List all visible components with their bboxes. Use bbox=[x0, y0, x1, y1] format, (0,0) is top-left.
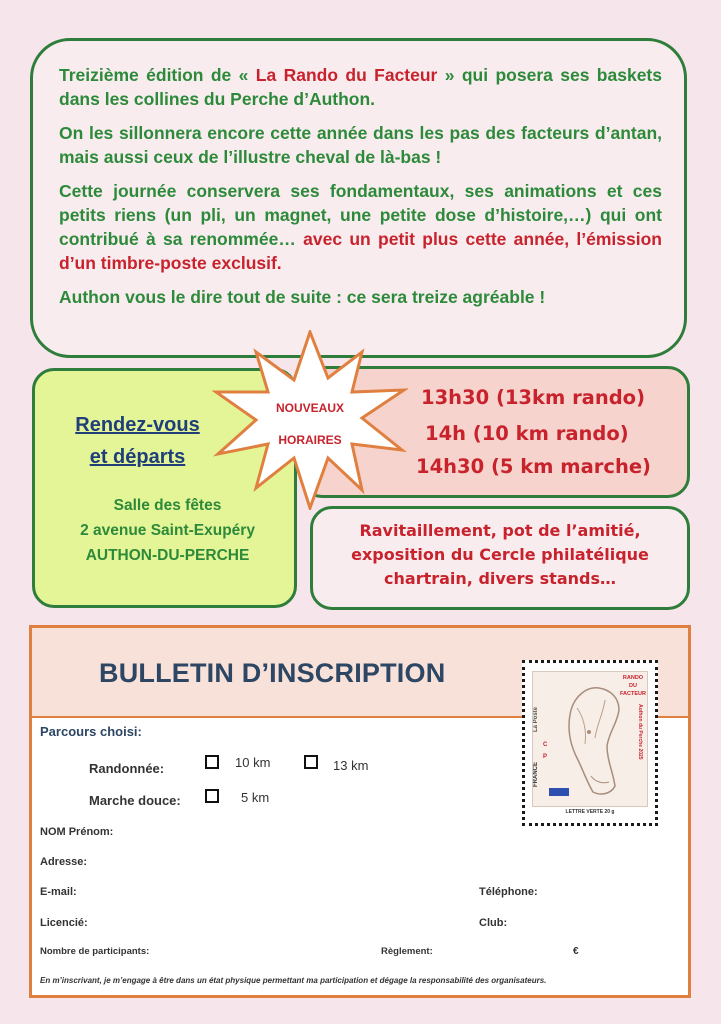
hike-label: Randonnée: bbox=[89, 761, 165, 776]
option-5km-label: 5 km bbox=[241, 790, 270, 805]
walk-label: Marche douce: bbox=[89, 793, 181, 808]
email-field-label: E-mail: bbox=[40, 886, 77, 898]
registration-title: BULLETIN D’INSCRIPTION bbox=[99, 658, 446, 688]
schedule-13km: 13h30 (13km rando) bbox=[421, 386, 645, 409]
horse-head-icon bbox=[547, 680, 637, 800]
intro-paragraph-1: Treizième édition de « La Rando du Facteur » qui posera ses baskets dans les collines du Perche d’Authon. bbox=[59, 65, 662, 109]
schedule-5km: 14h30 (5 km marche) bbox=[416, 455, 651, 478]
club-field-label: Club: bbox=[479, 917, 508, 929]
stamp-title: RANDO DU FACTEUR bbox=[620, 675, 646, 697]
option-13km-label: 13 km bbox=[333, 758, 369, 773]
stamp-frame bbox=[522, 660, 658, 826]
participants-field-label: Nombre de participants: bbox=[40, 946, 150, 957]
payment-field-label: Règlement: bbox=[381, 946, 433, 957]
activities-box bbox=[310, 506, 690, 610]
licensee-field-label: Licencié: bbox=[40, 917, 88, 929]
rendezvous-address: Salle des fêtes 2 avenue Saint-Exupéry AUTHON-DU-PERCHE bbox=[80, 497, 255, 564]
rendezvous-title: Rendez-vous et départs bbox=[75, 414, 200, 468]
stamp-side-text: Authon du Perche 2025 bbox=[637, 704, 643, 760]
address-field-label: Adresse: bbox=[40, 856, 88, 868]
checkbox-5km[interactable] bbox=[205, 789, 219, 803]
checkbox-13km[interactable] bbox=[304, 755, 318, 769]
option-10km-label: 10 km bbox=[235, 755, 271, 770]
stamp-logo bbox=[549, 788, 569, 796]
new-schedule-burst bbox=[212, 330, 408, 510]
intro-box bbox=[30, 38, 687, 358]
stamp-value: LETTRE VERTE 20 g bbox=[565, 809, 615, 815]
stamp-c: C bbox=[543, 742, 548, 748]
stamp-p: P bbox=[543, 754, 548, 760]
burst-line-1: NOUVEAUX bbox=[275, 401, 345, 415]
disclaimer: En m’inscrivant, je m’engage à être dans un état physique permettant ma participation et dégage la responsabilité des organisateurs. bbox=[40, 976, 547, 985]
schedule-10km: 14h (10 km rando) bbox=[425, 422, 629, 445]
checkbox-10km[interactable] bbox=[205, 755, 219, 769]
stamp-laposte: La Poste bbox=[533, 706, 539, 732]
phone-field-label: Téléphone: bbox=[479, 886, 538, 898]
stamp-image bbox=[532, 671, 648, 807]
stamp-france: FRANCE bbox=[533, 762, 539, 787]
burst-line-2: HORAIRES bbox=[278, 433, 342, 447]
intro-paragraph-3: Cette journée conservera ses fondamentaux, ses animations et ces petits riens (un pli, un magnet, une petite dose d’histoire,…) qui ont contribué à sa renommée… avec un petit plus cette année, l’émission d’un timbre-poste exclusif. bbox=[59, 181, 662, 273]
intro-paragraph-2: On les sillonnera encore cette année dans les pas des facteurs d’antan, mais aussi ceux de l’illustre cheval de là-bas ! bbox=[59, 123, 662, 167]
route-heading: Parcours choisi: bbox=[40, 724, 142, 739]
event-name: La Rando du Facteur bbox=[255, 65, 438, 85]
intro-paragraph-4: Authon vous le dire tout de suite : ce sera treize agréable ! bbox=[59, 287, 546, 307]
registration-form bbox=[29, 625, 691, 998]
name-field-label: NOM Prénom: bbox=[40, 826, 114, 838]
euro-sign: € bbox=[573, 946, 579, 957]
stamp-announcement: avec un petit plus cette année, l’émission d’un timbre-poste exclusif. bbox=[59, 229, 662, 273]
activities-text: Ravitaillement, pot de l’amitié, exposition du Cercle philatélique chartrain, divers stands… bbox=[351, 521, 649, 588]
